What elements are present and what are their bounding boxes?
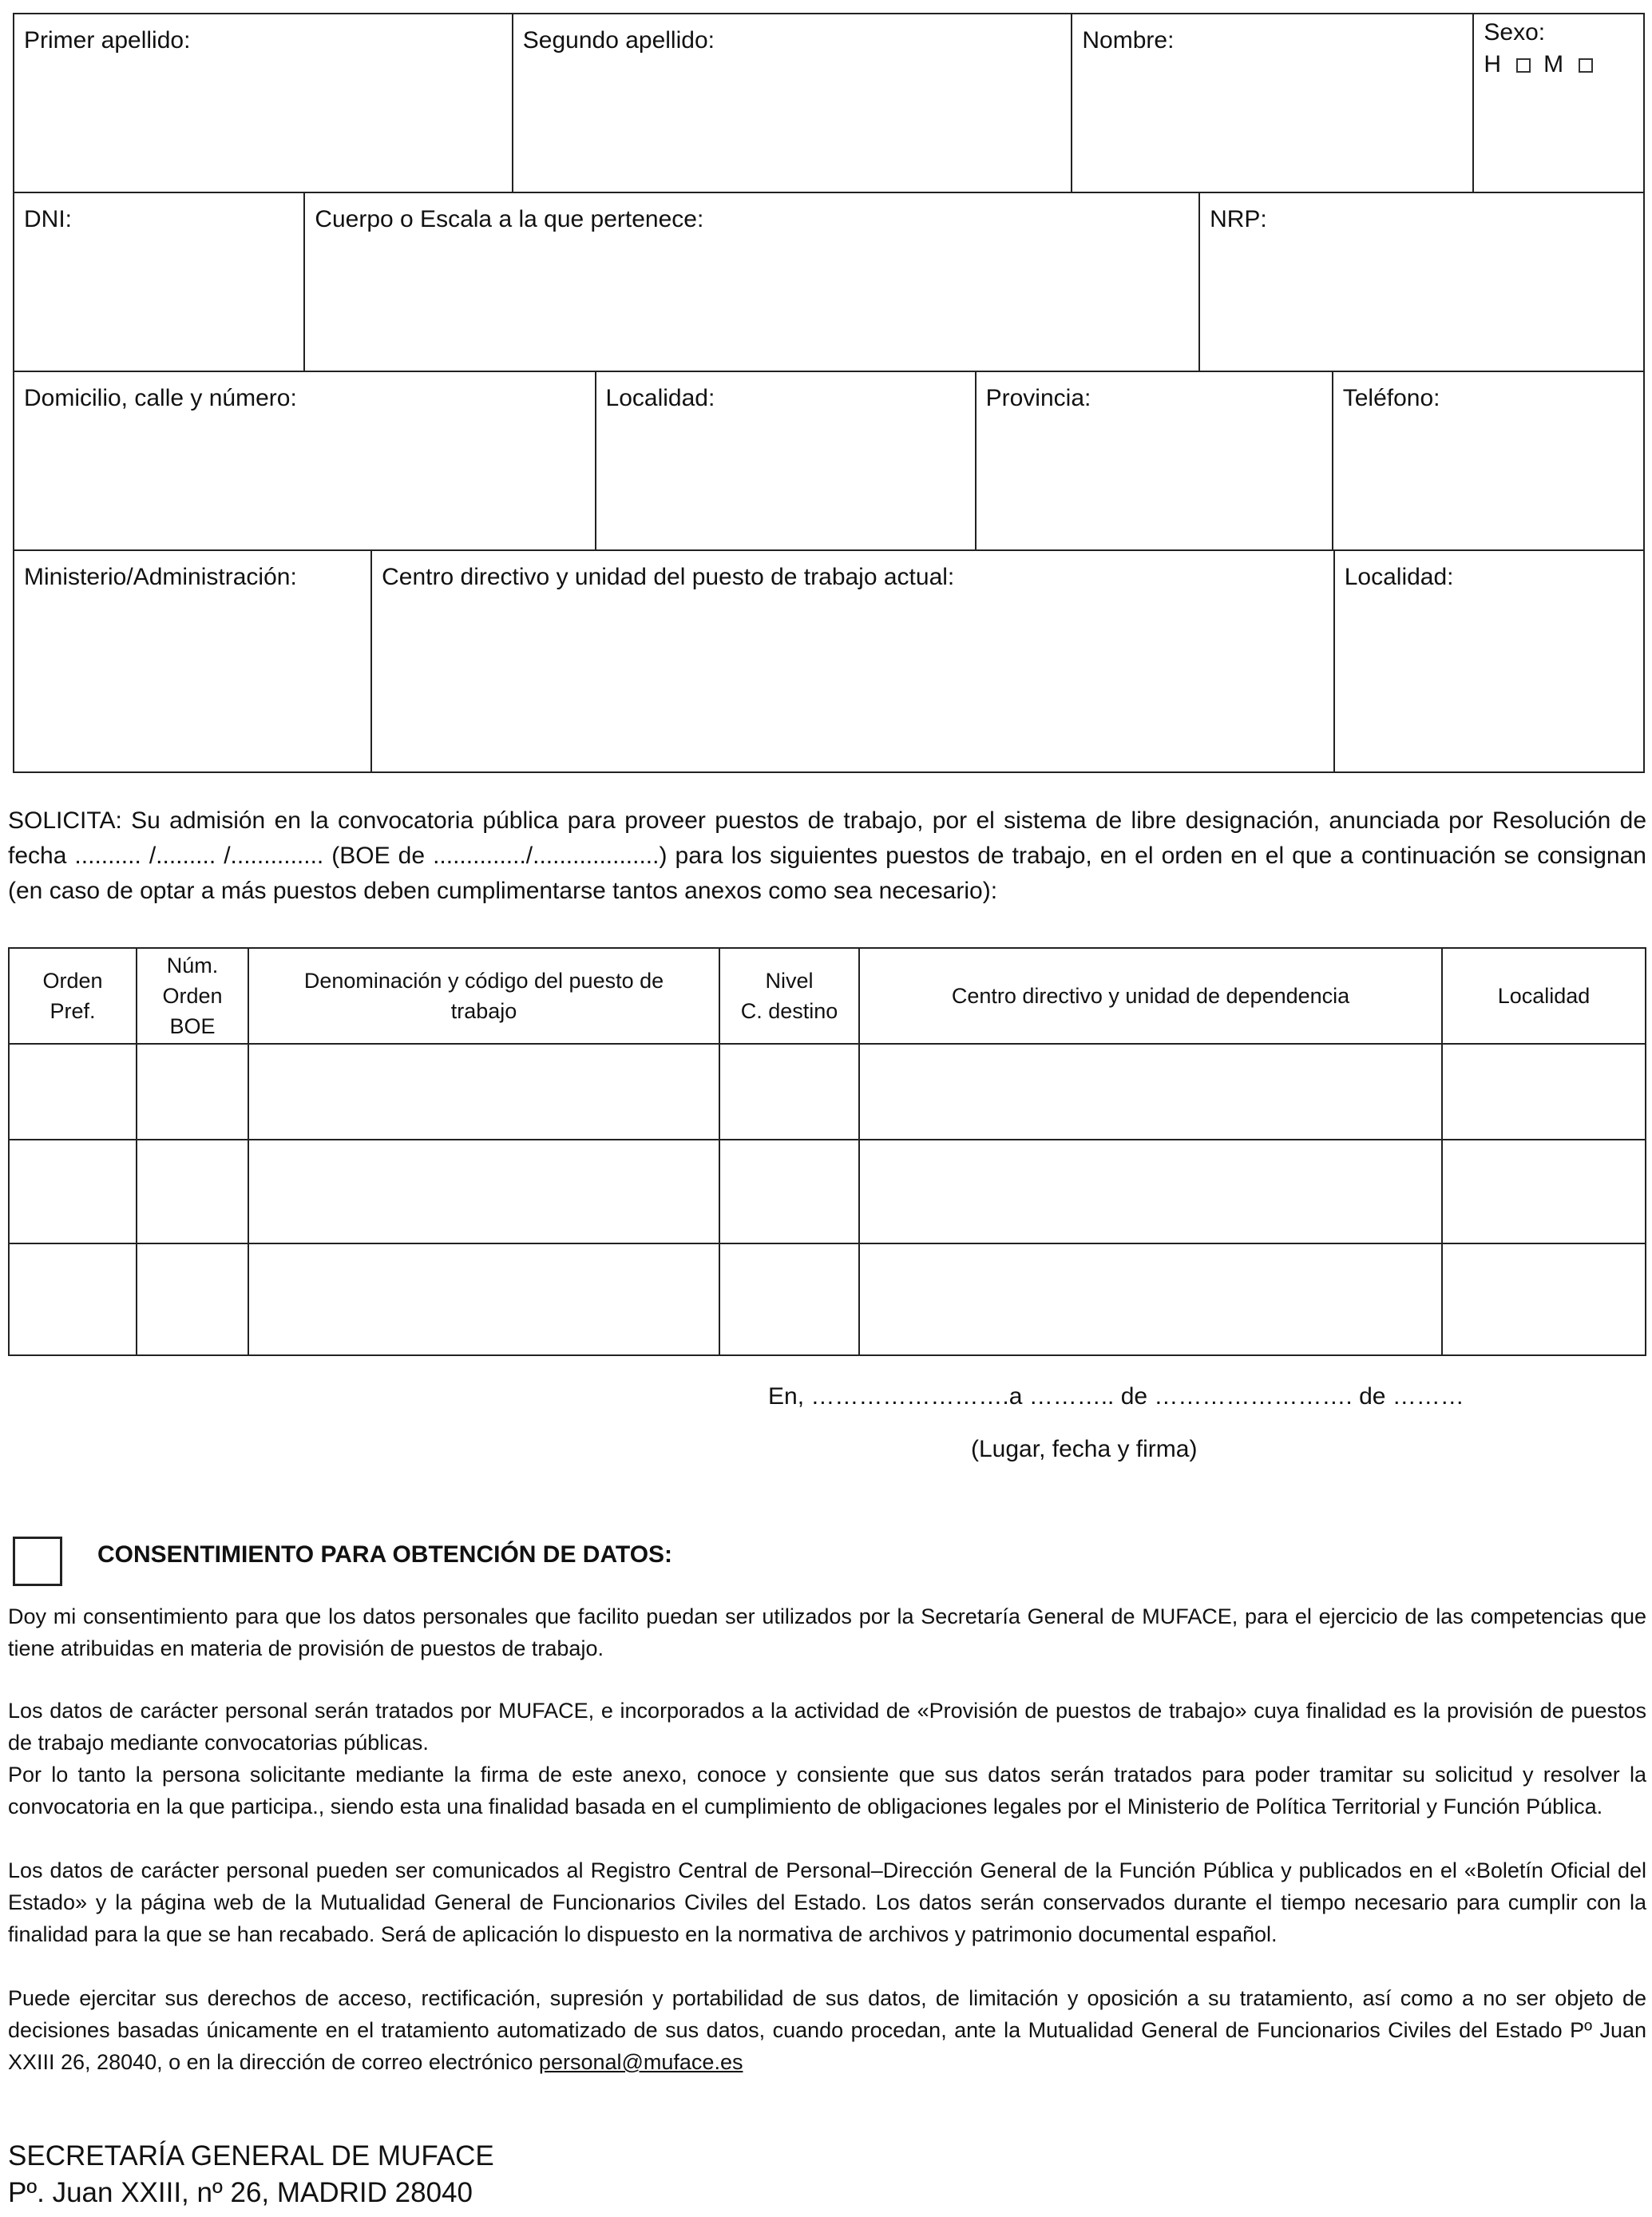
localidad-label: Localidad: [605,385,715,411]
sexo-h-label: H [1484,51,1503,77]
dni-label: DNI: [24,206,72,232]
header-localidad: Localidad [1442,948,1646,1044]
table-row [9,1140,1646,1243]
header-nivel: Nivel C. destino [719,948,859,1044]
email-link[interactable]: personal@muface.es [538,2050,743,2074]
consent-checkbox[interactable] [13,1537,62,1586]
sexo-m-checkbox[interactable] [1579,58,1593,73]
telefono-label: Teléfono: [1342,385,1440,411]
sexo-options [1484,50,1634,80]
table-cell[interactable] [248,1044,719,1140]
consent-paragraph-4: Los datos de carácter personal pueden ser comunicados al Registro Central de Personal–Dirección General de la Función Pública y publicados en el «Boletín Oficial del Estado» y la página web de la Mutualidad General de Funcionarios Civiles del Estado. Los datos serán conservados durante el tiempo necesario para cumplir con la finalidad para la que se han recabado. Será de aplicación lo dispuesto en la normativa de archivos y patrimonio documental español. [8,1858,1646,1946]
table-cell[interactable] [719,1044,859,1140]
sexo-h-checkbox[interactable] [1516,58,1531,73]
sexo-field [1474,14,1643,192]
table-cell[interactable] [1442,1044,1646,1140]
sexo-label: Sexo: [1484,19,1546,46]
localidad-field[interactable] [596,372,977,549]
table-cell[interactable] [9,1243,137,1355]
nombre-label: Nombre: [1082,27,1175,54]
consent-paragraph-3: Por lo tanto la persona solicitante mediante la firma de este anexo, conoce y consiente que sus datos serán tratados para poder tramitar su solicitud y resolver la convocatoria en la que participa., siendo esta una finalidad basada en el cumplimiento de obligaciones legales por el Ministerio de Política Territorial y Función Pública. [8,1763,1646,1818]
header-centro-directivo: Centro directivo y unidad de dependencia [859,948,1442,1044]
row-dni [13,192,1645,372]
table-header-row [9,948,1646,1044]
table-cell[interactable] [248,1140,719,1243]
table-cell[interactable] [1442,1243,1646,1355]
table-cell[interactable] [9,1140,137,1243]
table-cell[interactable] [859,1140,1442,1243]
table-cell[interactable] [9,1044,137,1140]
row-domicilio [13,371,1645,551]
table-cell[interactable] [859,1243,1442,1355]
nrp-field[interactable] [1200,193,1643,371]
provincia-label: Provincia: [985,385,1091,411]
table-cell[interactable] [1442,1140,1646,1243]
consent-paragraph-1: Doy mi consentimiento para que los datos personales que facilito puedan ser utilizados por la Secretaría General de MUFACE, para el ejercicio de las competencias que tiene atribuidas en materia de provisión de puestos de trabajo. [8,1604,1646,1660]
centro-actual-field[interactable] [372,551,1335,771]
telefono-field[interactable] [1333,372,1643,549]
solicita-paragraph: SOLICITA: Su admisión en la convocatoria pública para proveer puestos de trabajo, por el sistema de libre designación, anunciada por Resolución de fecha .......... /......... /.............. (BOE de ............../...................) para los siguientes puestos de trabajo, en el orden en el que a continuación se consignan (en caso de optar a más puestos deben cumplimentarse tantos anexos como sea necesario): [8,807,1646,904]
provincia-field[interactable] [977,372,1333,549]
table-cell[interactable] [137,1243,248,1355]
sexo-m-label: M [1543,51,1565,77]
header-denominacion: Denominación y código del puesto de trabajo [248,948,719,1044]
consent-paragraph-5-text: Puede ejercitar sus derechos de acceso, rectificación, supresión y portabilidad de sus datos, de limitación y oposición a su tratamiento, así como a no ser objeto de decisiones basadas únicamente en el tratamiento automatizado de sus datos, cuando procedan, ante la Mutualidad General de Funcionarios Civiles del Estado Pº Juan XXIII 26, 28040, o en la dirección de correo electrónico [8,1986,1646,2074]
segundo-apellido-field[interactable] [513,14,1073,192]
header-num-orden-boe: Núm. Orden BOE [137,948,248,1044]
ministerio-label: Ministerio/Administración: [24,564,297,590]
table-cell[interactable] [248,1243,719,1355]
domicilio-field[interactable] [14,372,596,549]
consent-paragraph-2: Los datos de carácter personal serán tratados por MUFACE, e incorporados a la actividad de «Provisión de puestos de trabajo» cuya finalidad es la provisión de puestos de trabajo mediante convocatorias públicas. [8,1699,1646,1755]
consent-title: CONSENTIMIENTO PARA OBTENCIÓN DE DATOS: [97,1541,673,1568]
cuerpo-label: Cuerpo o Escala a la que pertenece: [315,206,704,232]
primer-apellido-label: Primer apellido: [24,27,191,54]
domicilio-label: Domicilio, calle y número: [24,385,297,411]
table-cell[interactable] [719,1243,859,1355]
localidad-actual-field[interactable] [1335,551,1643,771]
consent-paragraph-5 [8,1982,1646,2078]
row-names [13,13,1645,193]
localidad-actual-label: Localidad: [1344,564,1454,590]
segundo-apellido-label: Segundo apellido: [522,27,715,54]
nombre-field[interactable] [1072,14,1474,192]
table-cell[interactable] [859,1044,1442,1140]
signature-caption: (Lugar, fecha y firma) [971,1436,1198,1462]
date-place-line: En, …………………….a ……….. de ……………………. de ……… [768,1383,1464,1410]
ministerio-field[interactable] [14,551,372,771]
row-ministerio [13,549,1645,773]
footer-organization: SECRETARÍA GENERAL DE MUFACE [8,2140,494,2171]
header-orden-pref: Orden Pref. [9,948,137,1044]
table-cell[interactable] [137,1044,248,1140]
centro-actual-label: Centro directivo y unidad del puesto de trabajo actual: [382,564,955,590]
table-cell[interactable] [137,1140,248,1243]
primer-apellido-field[interactable] [14,14,513,192]
table-cell[interactable] [719,1140,859,1243]
positions-table [8,947,1646,1356]
nrp-label: NRP: [1210,206,1267,232]
dni-field[interactable] [14,193,305,371]
footer-address: Pº. Juan XXIII, nº 26, MADRID 28040 [8,2177,473,2208]
table-row [9,1243,1646,1355]
cuerpo-field[interactable] [305,193,1200,371]
table-row [9,1044,1646,1140]
